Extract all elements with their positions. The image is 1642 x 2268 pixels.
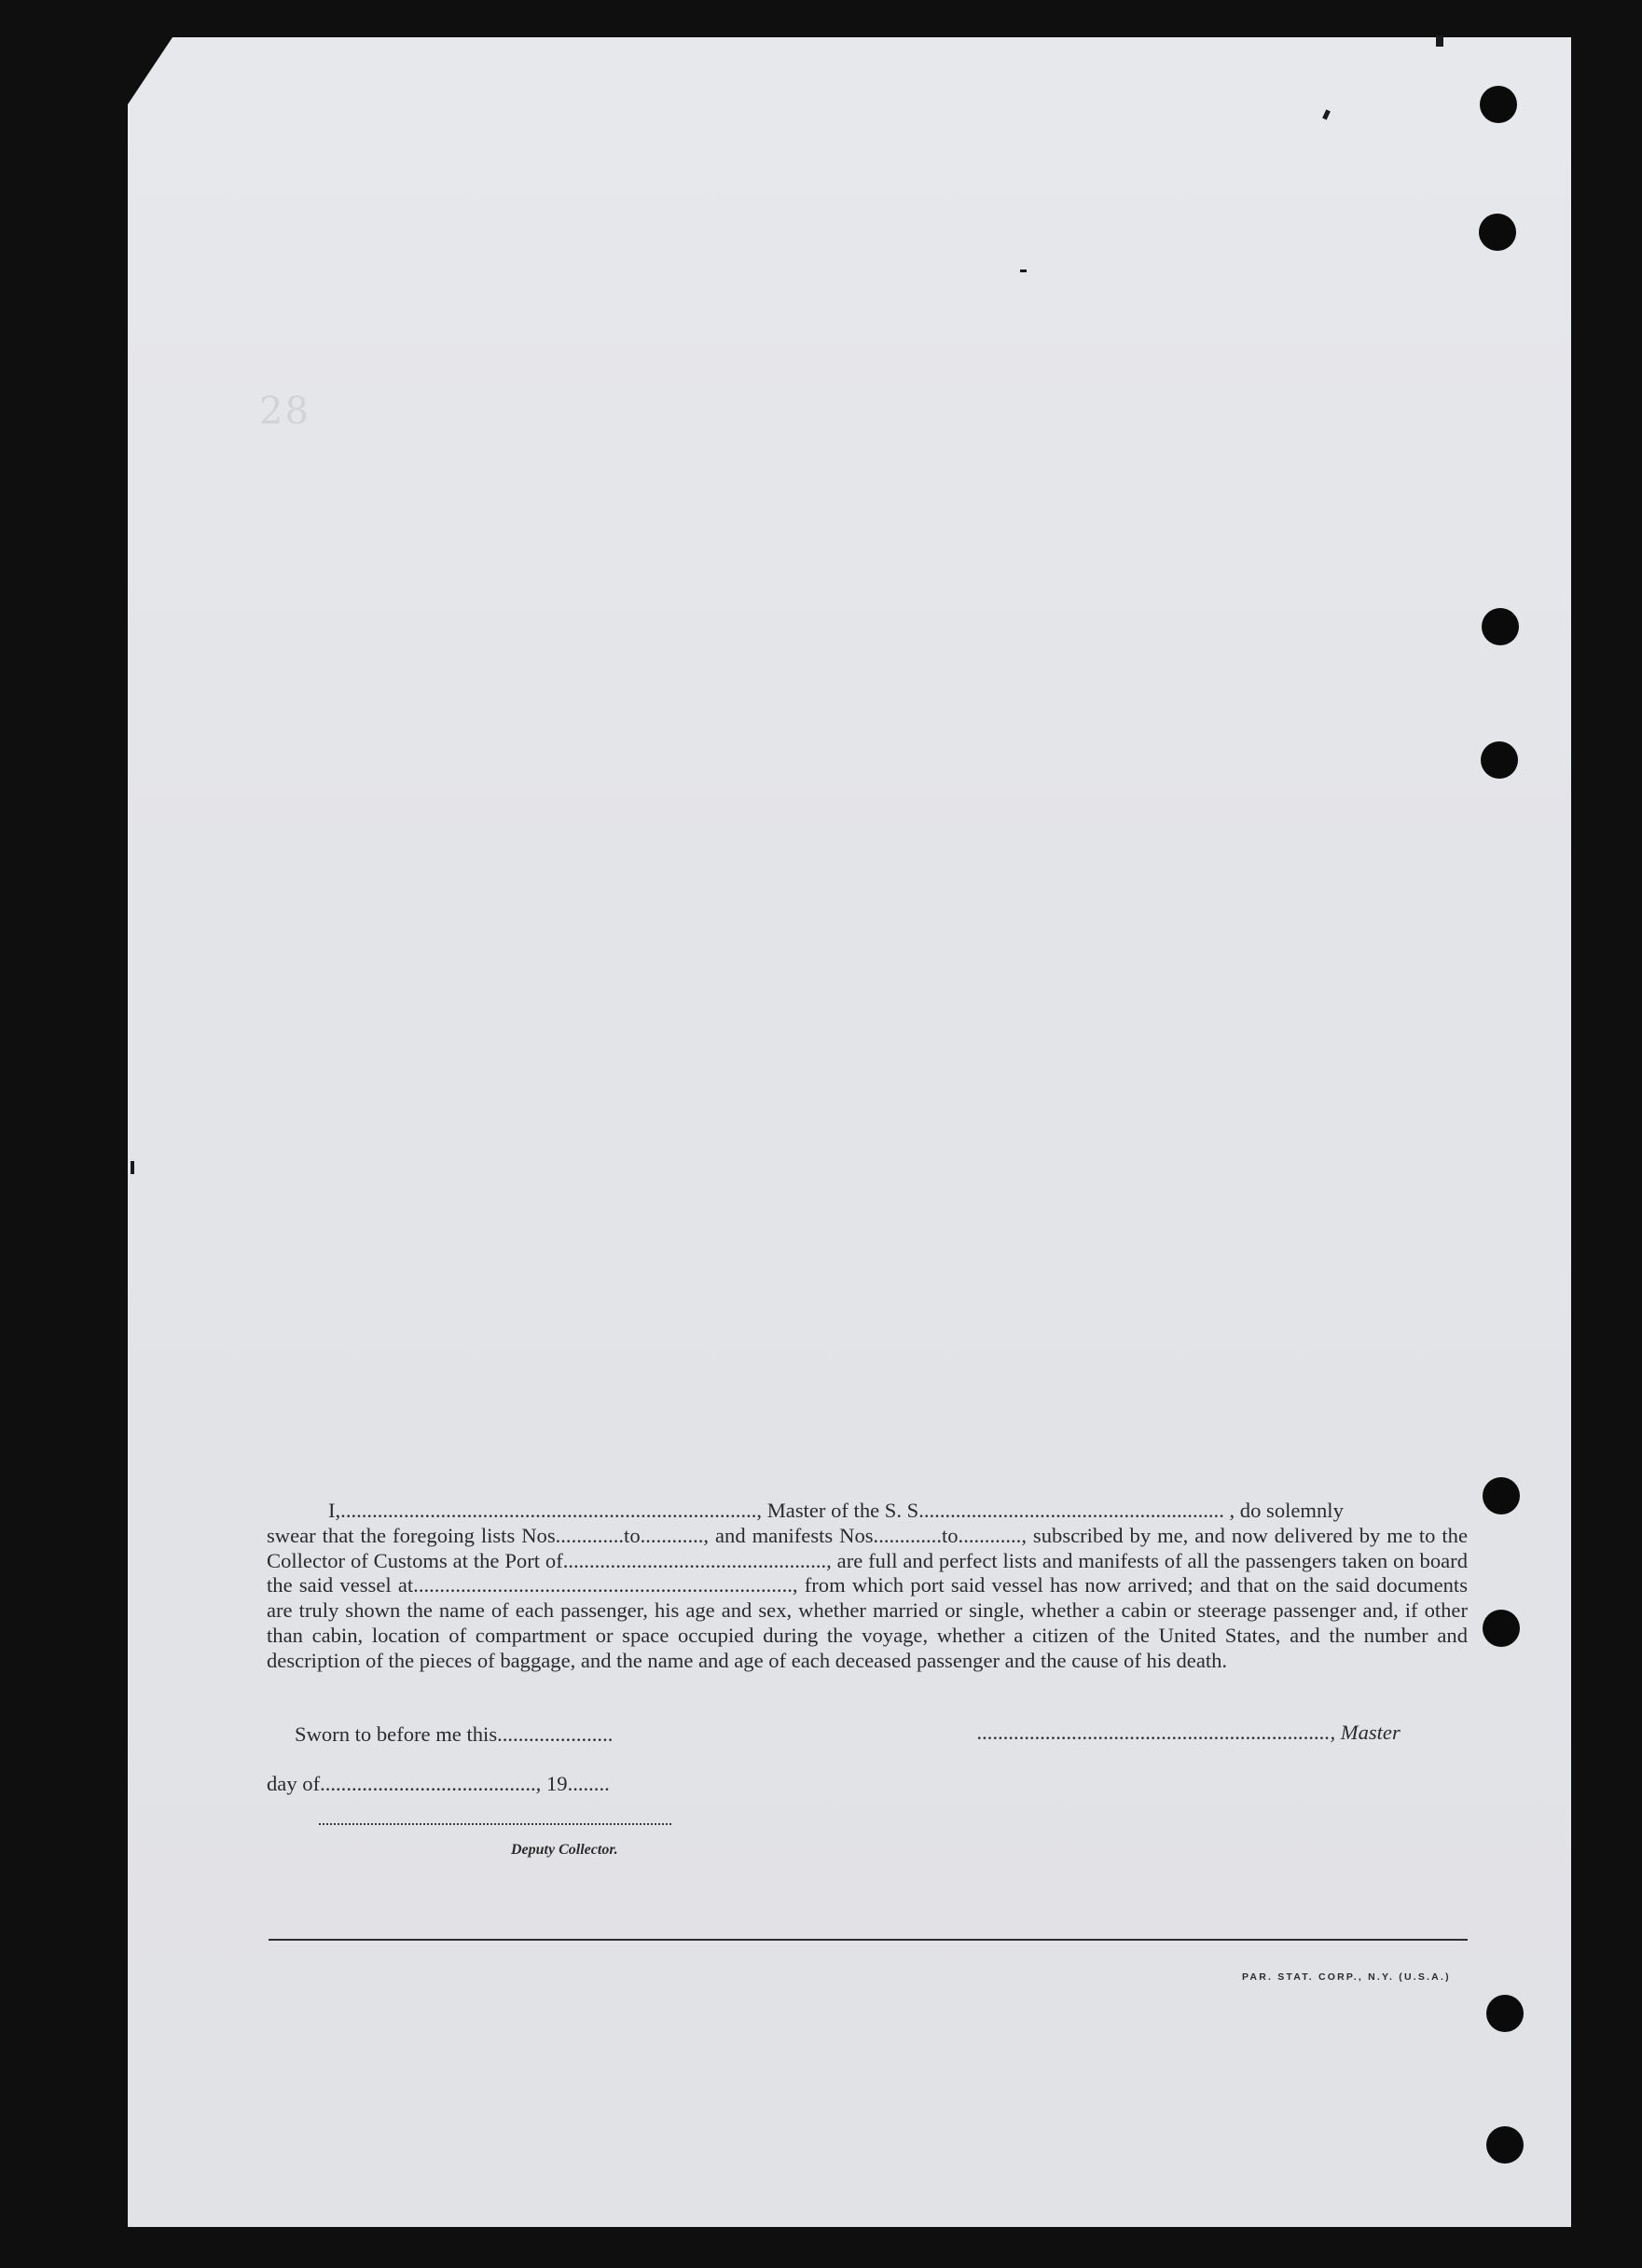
punch-hole xyxy=(1479,214,1516,251)
punch-hole xyxy=(1480,86,1517,123)
punch-hole xyxy=(1482,608,1519,645)
scan-speck xyxy=(1436,35,1443,47)
master-signature-line: ..................................................................., Master xyxy=(977,1721,1401,1744)
punch-hole xyxy=(1481,741,1518,779)
deputy-collector-signature-line xyxy=(319,1823,671,1825)
punch-hole xyxy=(1483,1477,1520,1514)
sworn-to-line: Sworn to before me this...................... xyxy=(295,1722,614,1746)
oath-body: swear that the foregoing lists Nos.............to............, and manifests Nos.............to............, subscribed by me, and now delivered by me to the Collector of Customs at the Port of.................................................., are full and perfect lists and manifests of all the passengers taken on board the said vessel at........................................................................, from which port said vessel has now arrived; and that on the said documents are truly shown the name of each passenger, his age and sex, whether married or single, whether a cabin or steerage passenger and, if other than cabin, location of compartment or space occupied during the voyage, whether a citizen of the United States, and the number and description of the pieces of baggage, and the name and age of each deceased passenger and the cause of his death. xyxy=(267,1523,1468,1672)
oath-first-line: I,..............................................................................., Master of the S. S.......................................................... , do solemnly xyxy=(328,1499,1344,1522)
deputy-collector-label: Deputy Collector. xyxy=(511,1842,618,1858)
day-of-line: day of........................................., 19........ xyxy=(267,1772,610,1795)
punch-hole xyxy=(1486,1995,1524,2032)
master-oath-paragraph xyxy=(267,1499,1468,1674)
paper-sheet xyxy=(128,37,1571,2227)
horizontal-rule xyxy=(269,1939,1468,1941)
punch-hole xyxy=(1486,2126,1524,2164)
faint-page-number: 28 xyxy=(259,390,310,433)
scan-speck xyxy=(1020,270,1027,272)
printer-mark: PAR. STAT. CORP., N.Y. (U.S.A.) xyxy=(1242,1971,1451,1983)
punch-hole xyxy=(1483,1610,1520,1647)
scan-speck xyxy=(131,1161,134,1174)
